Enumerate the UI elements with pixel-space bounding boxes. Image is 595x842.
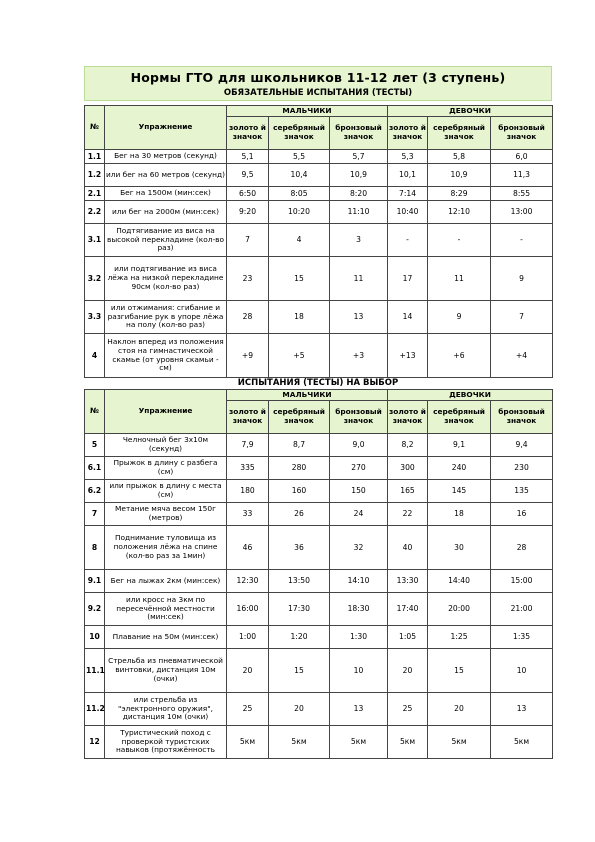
norm-value: 9,4 [491,434,553,457]
exercise-name: Наклон вперед из положения стоя на гимнастической скамье (от уровня скамьи - см) [105,334,227,378]
exercise-name: Метание мяча весом 150г (метров) [105,503,227,526]
row-number: 1.1 [85,150,105,164]
norm-value: 9 [428,301,491,334]
table-row [85,164,553,187]
norm-value: 28 [227,301,269,334]
norm-value: +5 [269,334,330,378]
table-row [85,457,553,480]
norm-value: 300 [388,457,428,480]
norm-value: 8:29 [428,187,491,201]
exercise-name: Плавание на 50м (мин:сек) [105,626,227,649]
norm-value: 18 [428,503,491,526]
norm-value: 9,1 [428,434,491,457]
norm-value: 28 [491,526,553,570]
header-exercise: Упражнение [105,106,227,150]
exercise-name: Туристический поход с проверкой туристских навыков (протяжённость [105,726,227,759]
table-row [85,593,553,626]
norm-value: 6:50 [227,187,269,201]
page-title: Нормы ГТО для школьников 11-12 лет (3 ступень) [130,70,506,85]
row-number: 1.2 [85,164,105,187]
header-gold: золото й значок [388,117,428,150]
norm-value: 1:35 [491,626,553,649]
exercise-name: или бег на 2000м (мин:сек) [105,201,227,224]
row-number: 3.2 [85,257,105,301]
norm-value: 9,0 [330,434,388,457]
norm-value: 3 [330,224,388,257]
norm-value: 5,1 [227,150,269,164]
table-row [85,626,553,649]
norm-value: 10,1 [388,164,428,187]
norm-value: 11,3 [491,164,553,187]
norm-value: 13:00 [491,201,553,224]
norm-value: 11:10 [330,201,388,224]
norm-value: 18 [269,301,330,334]
header-bronze: бронзовый значок [491,401,553,434]
section-optional-title: ИСПЫТАНИЯ (ТЕСТЫ) НА ВЫБОР [84,378,552,389]
norm-value: +6 [428,334,491,378]
norm-value: 46 [227,526,269,570]
norm-value: 16:00 [227,593,269,626]
norm-value: 13 [330,301,388,334]
row-number: 3.1 [85,224,105,257]
norm-value: 5км [330,726,388,759]
norm-value: 10 [491,649,553,693]
header-bronze: бронзовый значок [330,117,388,150]
table-row [85,334,553,378]
norm-value: +9 [227,334,269,378]
norm-value: 150 [330,480,388,503]
norm-value: 14:10 [330,570,388,593]
table-row [85,150,553,164]
norm-value: 160 [269,480,330,503]
header-silver: серебряный значок [428,401,491,434]
header-bronze: бронзовый значок [330,401,388,434]
norm-value: 20 [428,693,491,726]
norm-value: 8,2 [388,434,428,457]
row-number: 6.2 [85,480,105,503]
header-gold: золото й значок [227,401,269,434]
norm-value: 13:50 [269,570,330,593]
norm-value: 11 [428,257,491,301]
optional-table [84,389,553,759]
norm-value: 33 [227,503,269,526]
table-row [85,570,553,593]
exercise-name: или прыжок в длину с места (см) [105,480,227,503]
table-row [85,301,553,334]
table-row [85,726,553,759]
norm-value: 180 [227,480,269,503]
norm-value: 40 [388,526,428,570]
norm-value: 12:10 [428,201,491,224]
exercise-name: Челночный бег 3х10м (секунд) [105,434,227,457]
norm-value: 20:00 [428,593,491,626]
norm-value: 10,9 [330,164,388,187]
exercise-name: Стрельба из пневматической винтовки, дистанция 10м (очки) [105,649,227,693]
table-row [85,434,553,457]
header-boys: МАЛЬЧИКИ [227,390,388,401]
norm-value: 16 [491,503,553,526]
norm-value: 1:00 [227,626,269,649]
norm-value: 145 [428,480,491,503]
header-gold: золото й значок [227,117,269,150]
norm-value: 9,5 [227,164,269,187]
norm-value: 5км [388,726,428,759]
norm-value: 22 [388,503,428,526]
norm-value: 23 [227,257,269,301]
norm-value: 36 [269,526,330,570]
norm-value: 1:25 [428,626,491,649]
row-number: 4 [85,334,105,378]
norm-value: 8:20 [330,187,388,201]
norm-value: 335 [227,457,269,480]
required-body [85,150,553,378]
norm-value: 6,0 [491,150,553,164]
exercise-name: или стрельба из "электронного оружия", дистанция 10м (очки) [105,693,227,726]
norm-value: 10:40 [388,201,428,224]
norm-value: 10,9 [428,164,491,187]
norm-value: 13:30 [388,570,428,593]
norm-value: 20 [388,649,428,693]
row-number: 5 [85,434,105,457]
norm-value: 10:20 [269,201,330,224]
table-row [85,187,553,201]
table-row [85,224,553,257]
norm-value: 8:55 [491,187,553,201]
norm-value: 5км [227,726,269,759]
norm-value: 13 [330,693,388,726]
exercise-name: Прыжок в длину с разбега (см) [105,457,227,480]
norm-value: 8,7 [269,434,330,457]
header-gold: золото й значок [388,401,428,434]
exercise-name: Бег на лыжах 2км (мин:сек) [105,570,227,593]
header-num: № [85,106,105,150]
norm-value: 1:30 [330,626,388,649]
norm-value: 15 [269,257,330,301]
header-silver: серебряный значок [269,401,330,434]
norm-value: 8:05 [269,187,330,201]
norm-value: 14 [388,301,428,334]
table-row [85,480,553,503]
norm-value: 5,7 [330,150,388,164]
norm-value: 7 [227,224,269,257]
norm-value: 9 [491,257,553,301]
exercise-name: или отжимания: сгибание и разгибание рук в упоре лёжа на полу (кол-во раз) [105,301,227,334]
norm-value: 7 [491,301,553,334]
header-exercise: Упражнение [105,390,227,434]
norm-value: 7:14 [388,187,428,201]
norm-value: 5,5 [269,150,330,164]
norm-value: 5,3 [388,150,428,164]
row-number: 2.1 [85,187,105,201]
norm-value: 30 [428,526,491,570]
norm-value: 15 [428,649,491,693]
row-number: 12 [85,726,105,759]
norm-value: 5,8 [428,150,491,164]
norm-value: 13 [491,693,553,726]
header-silver: серебряный значок [428,117,491,150]
row-number: 8 [85,526,105,570]
norm-value: 15 [269,649,330,693]
row-number: 9.1 [85,570,105,593]
row-number: 6.1 [85,457,105,480]
table-row [85,526,553,570]
table-row [85,693,553,726]
header-girls: ДЕВОЧКИ [388,390,553,401]
norm-value: +13 [388,334,428,378]
norm-value: 11 [330,257,388,301]
exercise-name: Поднимание туловища из положения лёжа на спине (кол-во раз за 1мин) [105,526,227,570]
header-boys: МАЛЬЧИКИ [227,106,388,117]
norm-value: 5км [428,726,491,759]
norm-value: 17 [388,257,428,301]
header-silver: серебряный значок [269,117,330,150]
norm-value: 15:00 [491,570,553,593]
norm-value: 14:40 [428,570,491,593]
norm-value: 1:20 [269,626,330,649]
norm-value: 7,9 [227,434,269,457]
row-number: 9.2 [85,593,105,626]
norm-value: 10 [330,649,388,693]
norm-value: 5км [269,726,330,759]
norm-value: +4 [491,334,553,378]
norm-value: - [491,224,553,257]
row-number: 11.1 [85,649,105,693]
row-number: 11.2 [85,693,105,726]
norm-value: - [388,224,428,257]
norm-value: 17:40 [388,593,428,626]
optional-body [85,434,553,759]
row-number: 7 [85,503,105,526]
header-girls: ДЕВОЧКИ [388,106,553,117]
norm-value: 10,4 [269,164,330,187]
gto-norms-sheet [84,66,552,759]
section-required-title: ОБЯЗАТЕЛЬНЫЕ ИСПЫТАНИЯ (ТЕСТЫ) [223,88,413,98]
exercise-name: Бег на 1500м (мин:сек) [105,187,227,201]
title-box [84,66,552,101]
table-row [85,503,553,526]
norm-value: +3 [330,334,388,378]
norm-value: 240 [428,457,491,480]
norm-value: 17:30 [269,593,330,626]
norm-value: 20 [227,649,269,693]
norm-value: 1:05 [388,626,428,649]
exercise-name: Подтягивание из виса на высокой перекладине (кол-во раз) [105,224,227,257]
norm-value: 230 [491,457,553,480]
norm-value: 9:20 [227,201,269,224]
norm-value: 5км [491,726,553,759]
exercise-name: или подтягивание из виса лёжа на низкой перекладине 90см (кол-во раз) [105,257,227,301]
table-row [85,649,553,693]
norm-value: 165 [388,480,428,503]
norm-value: - [428,224,491,257]
required-table [84,105,553,378]
exercise-name: или бег на 60 метров (секунд) [105,164,227,187]
row-number: 10 [85,626,105,649]
norm-value: 20 [269,693,330,726]
table-row [85,201,553,224]
norm-value: 25 [388,693,428,726]
norm-value: 4 [269,224,330,257]
norm-value: 32 [330,526,388,570]
norm-value: 12:30 [227,570,269,593]
norm-value: 280 [269,457,330,480]
header-bronze: бронзовый значок [491,117,553,150]
row-number: 2.2 [85,201,105,224]
norm-value: 270 [330,457,388,480]
header-num: № [85,390,105,434]
norm-value: 18:30 [330,593,388,626]
norm-value: 24 [330,503,388,526]
exercise-name: Бег на 30 метров (секунд) [105,150,227,164]
norm-value: 25 [227,693,269,726]
table-row [85,257,553,301]
exercise-name: или кросс на 3км по пересечённой местности (мин:сек) [105,593,227,626]
norm-value: 135 [491,480,553,503]
norm-value: 26 [269,503,330,526]
row-number: 3.3 [85,301,105,334]
norm-value: 21:00 [491,593,553,626]
